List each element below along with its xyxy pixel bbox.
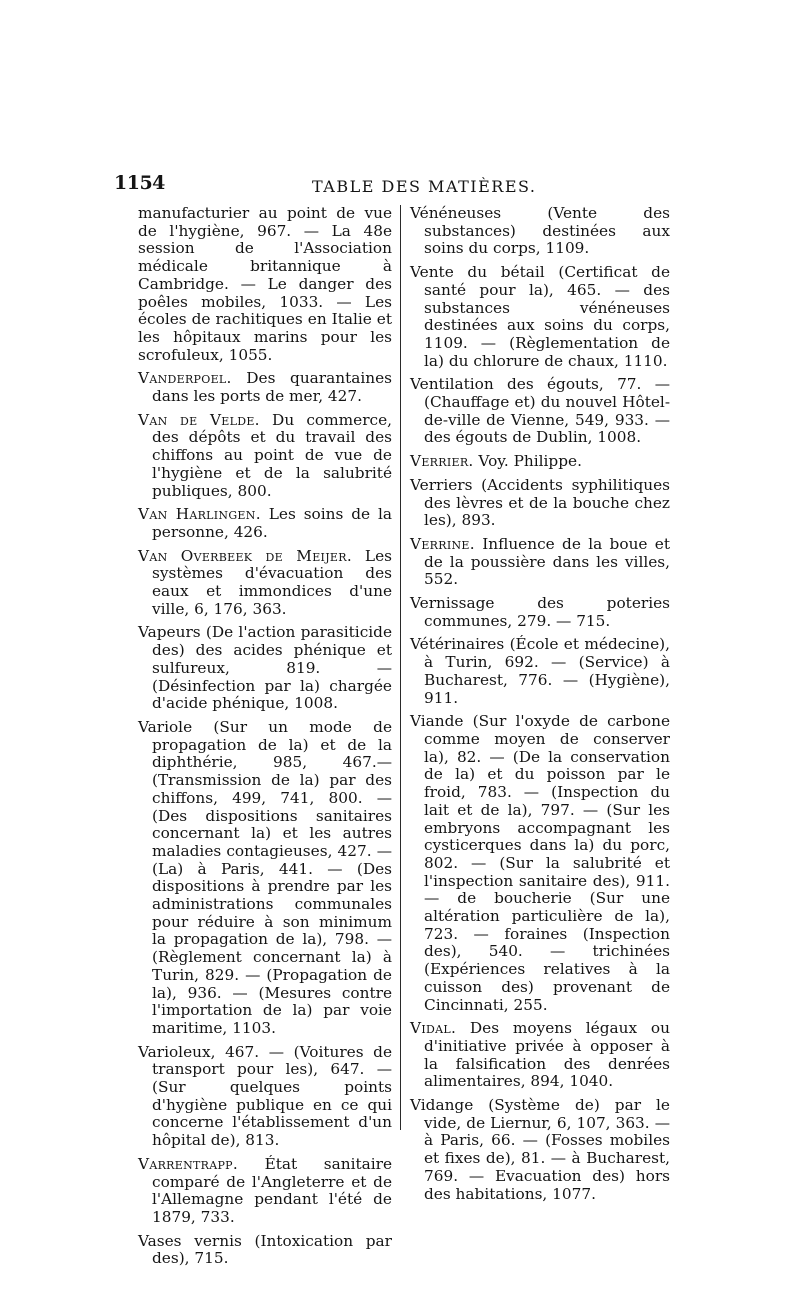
index-entry <box>410 205 670 258</box>
index-entry <box>138 370 392 405</box>
entry-text: Du commerce, des dépôts et du travail des chiffons au point de vue de l'hygiène et de la salubrité publiques, 800. <box>152 410 392 500</box>
index-entry <box>138 506 392 541</box>
index-entry <box>138 412 392 501</box>
entry-head: Varrentrapp. <box>138 1154 239 1173</box>
running-title: TABLE DES MATIÈRES. <box>312 177 537 196</box>
entry-head: Van Harlingen. <box>138 505 261 524</box>
entry-text: Vétérinaires (École et médecine), à Turin, 692. — (Service) à Bucharest, 776. — (Hygiène), 911. <box>410 635 670 707</box>
index-entry <box>410 636 670 707</box>
index-entry <box>410 1020 670 1091</box>
entry-text: manufacturier au point de vue de l'hygiène, 967. — La 48e session de l'Association médicale britannique à Cambridge. — Le danger des poêles mobiles, 1033. — Les écoles de rachitiques en Italie et les hôpitaux marins pour les scrofuleux, 1055. <box>138 204 392 364</box>
entry-text: Vases vernis (Intoxication par des), 715. <box>138 1231 392 1268</box>
index-column-right <box>410 205 670 1209</box>
page-number: 1154 <box>114 172 165 194</box>
entry-text: Vente du bétail (Certificat de santé pour la), 465. — des substances vénéneuses destinées aux soins du corps, 1109. — (Règlementation de la) du chlorure de chaux, 1110. <box>410 263 670 370</box>
index-entry <box>410 264 670 370</box>
entry-head: Van de Velde. <box>138 410 260 429</box>
entry-text: Vidange (Système de) par le vide, de Liernur, 6, 107, 363. — à Paris, 66. — (Fosses mobiles et fixes de), 81. — à Bucharest, 769. — Evacuation des) hors des habitations, 1077. <box>410 1096 670 1203</box>
entry-head: Van Overbeek de Meijer. <box>138 546 352 565</box>
index-entry <box>410 1097 670 1203</box>
entry-text: Varioleux, 467. — (Voitures de transport pour les), 647. — (Sur quelques points d'hygiène publique en ce qui concerne l'établissement d'un hôpital de), 813. <box>138 1042 392 1150</box>
index-column-left <box>138 205 392 1274</box>
entry-text: Vénéneuses (Vente des substances) destinées aux soins du corps, 1109. <box>410 204 670 258</box>
index-entry <box>138 1233 392 1268</box>
index-entry <box>410 477 670 530</box>
entry-text: Vernissage des poteries communes, 279. — 715. <box>410 594 670 630</box>
index-entry <box>410 453 670 471</box>
entry-text: Les systèmes d'évacuation des eaux et immondices d'une ville, 6, 176, 363. <box>152 546 392 618</box>
entry-text: Viande (Sur l'oxyde de carbone comme moyen de conserver la), 82. — (De la conservation de la) et du poisson par le froid, 783. — (Inspection du lait et de la), 797. — (Sur les embryons accompagnant les cysticerques dans la) du porc, 802. — (Sur la salubrité et l'inspection sanitaire des), 911. — de boucherie (Sur une altération particulière de la), 723. — foraines (Inspection des), 540. — trichinées (Expériences relatives à la cuisson des) provenant de Cincinnati, 255. <box>410 712 670 1014</box>
entry-head: Vanderpoel. <box>138 369 232 388</box>
entry-head: Verrine. <box>410 534 475 553</box>
entry-text: Influence de la boue et de la poussière dans les villes, 552. <box>424 534 670 589</box>
entry-text: État sanitaire comparé de l'Angleterre et de l'Allemagne pendant l'été de 1879, 733. <box>152 1154 392 1226</box>
index-entry <box>138 205 392 364</box>
column-divider <box>400 205 401 1130</box>
entry-text: Des moyens légaux ou d'initiative privée à opposer à la falsification des denrées alimentaires, 894, 1040. <box>424 1019 670 1091</box>
entry-text: Ventilation des égouts, 77. — (Chauffage et) du nouvel Hôtel-de-ville de Vienne, 549, 933. — des égouts de Dublin, 1008. <box>410 375 670 447</box>
index-entry <box>410 595 670 630</box>
entry-head: Verrier. <box>410 452 474 471</box>
entry-text: Des quarantaines dans les ports de mer, 427. <box>152 369 392 406</box>
index-entry <box>138 1156 392 1227</box>
index-entry <box>138 624 392 713</box>
entry-text: Variole (Sur un mode de propagation de la) et de la diphthérie, 985, 467.—(Transmission de la) par des chiffons, 499, 741, 800. — (Des dispositions sanitaires concernant la) et les autres maladies contagieuses, 427. — (La) à Paris, 441. — (Des dispositions à prendre par les administrations communales pour réduire à son minimum la propagation de la), 798. — (Règlement concernant la) à Turin, 829. — (Propagation de la), 936. — (Mesures contre l'importation de la) par voie maritime, 1103. <box>138 717 392 1037</box>
index-entry <box>138 548 392 619</box>
index-entry <box>138 1044 392 1150</box>
index-entry <box>410 536 670 589</box>
index-entry <box>410 376 670 447</box>
entry-text: Verriers (Accidents syphilitiques des lèvres et de la bouche chez les), 893. <box>410 475 670 530</box>
entry-text: Les soins de la personne, 426. <box>152 505 392 541</box>
index-entry <box>410 713 670 1014</box>
entry-text: Vapeurs (De l'action parasiticide des) des acides phénique et sulfureux, 819. — (Désinfection par la) chargée d'acide phénique, 1008. <box>138 623 392 713</box>
entry-text: Voy. Philippe. <box>473 452 582 471</box>
entry-head: Vidal. <box>410 1019 457 1038</box>
index-entry <box>138 719 392 1038</box>
